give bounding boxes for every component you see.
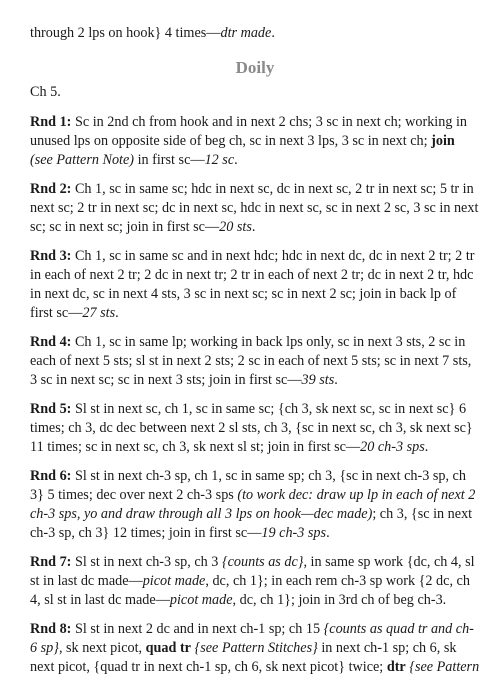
round-bold: quad tr <box>145 640 191 656</box>
round-text: in first sc— <box>134 152 205 168</box>
round-6 <box>30 467 480 543</box>
round-1 <box>30 113 480 170</box>
round-label: Rnd 7: <box>30 554 72 570</box>
round-text: , dc, ch 1}; in each rem ch-3 sp work {2 dc, ch 4, sl st in last dc made— <box>30 573 470 608</box>
round-count: 12 sc <box>204 152 235 168</box>
intro-emphasis: dtr made <box>220 25 272 41</box>
round-italic: picot made <box>169 592 233 608</box>
round-italic: (see Pattern Note) <box>30 152 135 168</box>
round-italic: {counts as quad tr and ch-6 sp} <box>30 621 474 656</box>
round-7 <box>30 553 480 610</box>
round-3 <box>30 247 480 323</box>
round-count: 39 sts <box>301 372 335 388</box>
round-text: . <box>115 305 119 321</box>
round-label: Rnd 1: <box>30 114 72 130</box>
round-bold: dtr <box>386 659 406 675</box>
round-8 <box>30 620 480 677</box>
round-count: 20 sts <box>219 219 252 235</box>
round-italic: {counts as dc} <box>221 554 304 570</box>
round-2 <box>30 180 480 237</box>
round-label: Rnd 3: <box>30 248 72 264</box>
intro-end: . <box>271 25 275 41</box>
round-text: , in same sp work {dc, ch 4, sl st in last dc made— <box>30 554 475 589</box>
round-text: Sc in 2nd ch from hook and in next 2 chs; 3 sc in next ch; working in unused lps on opposite side of beg ch, sc in next 3 lps, 3 sc in next ch; <box>30 114 468 149</box>
round-text: Sl st in next 2 dc and in next ch-1 sp; ch 15 <box>71 621 324 637</box>
round-count: 19 ch-3 sps <box>261 525 327 541</box>
round-text: . <box>234 152 238 168</box>
round-text: Ch 1, sc in same sc; hdc in next sc, dc in next sc, 2 tr in next sc; 5 tr in next sc; 2 tr in next sc; dc in next sc, hdc in next sc, sc in next 2 sc, 3 sc in next sc; sc in next sc; join in first sc— <box>30 181 479 235</box>
round-text: Sl st in next sc, ch 1, sc in same sc; {ch 3, sk next sc, sc in next sc} 6 times; ch 3, dc dec between next 2 sl sts, ch 3, {sc in next sc, ch 3, sk next sc} 11 times; sc in next sc, ch 3, sk next sl st; join in first sc— <box>30 401 473 455</box>
round-text: Sl st in next ch-3 sp, ch 1, sc in same sp; ch 3, {sc in next ch-3 sp, ch 3} 5 times; dec over next 2 ch-3 sps <box>30 468 466 503</box>
round-label: Rnd 4: <box>30 334 72 350</box>
section-title: Doily <box>235 58 275 77</box>
round-text: Ch 1, sc in same lp; working in back lps only, sc in next 3 sts, 2 sc in each of next 5 sts; sl st in next 2 sts; 2 sc in each of next 5 sts; sc in next 7 sts, 3 sc in next sc; sc in next 3 sts; join in first sc— <box>30 334 472 388</box>
round-text: . <box>251 219 256 235</box>
round-count: 27 sts <box>82 305 116 321</box>
round-count: 20 ch-3 sps <box>360 439 425 455</box>
round-text: ; ch 3, {sc in next ch-3 sp, ch 3} 12 times; join in first sc— <box>30 506 473 541</box>
round-text: in next ch-1 sp; ch 6, sk next picot, {quad tr in next ch-1 sp, ch 6, sk next picot} twice; <box>30 640 457 675</box>
round-italic: (to work dec: draw up lp in each of next 2 ch-3 sps, yo and draw through all 3 lps on hook—dec made) <box>30 487 476 522</box>
round-label: Rnd 8: <box>30 621 72 637</box>
intro-text: through 2 lps on hook} 4 times— <box>30 25 221 41</box>
round-label: Rnd 6: <box>30 468 72 484</box>
chain-line: Ch 5. <box>30 84 61 100</box>
round-5 <box>30 400 480 457</box>
round-text: . <box>334 372 338 388</box>
round-label: Rnd 2: <box>30 181 72 197</box>
document-page <box>30 24 480 687</box>
round-4 <box>30 333 480 390</box>
round-italic: picot made <box>142 573 206 589</box>
round-text: Sl st in next ch-3 sp, ch 3 <box>71 554 222 570</box>
round-italic: {see Pattern Stitches} <box>194 640 318 656</box>
round-text: , dc, ch 1}; join in 3rd ch of beg ch-3. <box>232 592 447 608</box>
round-text: . <box>424 439 429 455</box>
round-text: , sk next picot, <box>58 640 146 656</box>
round-label: Rnd 5: <box>30 401 72 417</box>
round-bold: join <box>431 133 455 149</box>
intro-line <box>30 24 480 43</box>
round-italic: {see Pattern <box>409 659 480 675</box>
round-text: Ch 1, sc in same sc and in next hdc; hdc in next dc, dc in next 2 tr; 2 tr in each of next 2 tr; 2 dc in next tr; 2 tr in each of next 2 tr; dc in next 2 tr, hdc in next dc, sc in next 4 sts, 3 sc in next sc; sc in next 2 sc; join in back lp of first sc— <box>30 248 475 321</box>
round-text: . <box>326 525 330 541</box>
